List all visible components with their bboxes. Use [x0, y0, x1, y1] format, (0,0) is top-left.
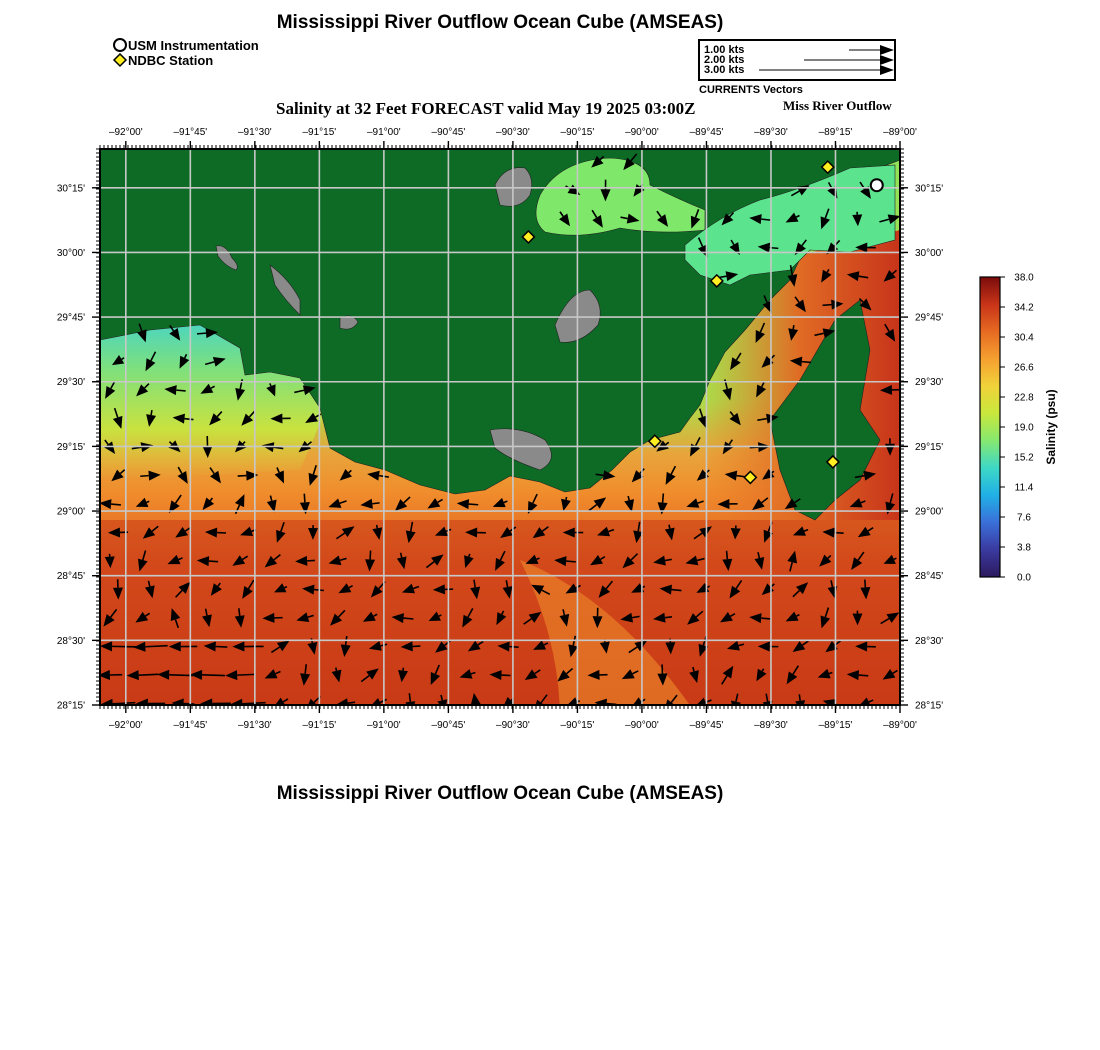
lon-tick-label-top: –90°15'	[560, 127, 595, 138]
vector-key-label: 3.00 kts	[704, 64, 745, 76]
lon-tick-label-bottom: –91°15'	[302, 720, 337, 731]
lat-tick-label-left: 28°30'	[56, 635, 85, 647]
lat-tick-label-left: 30°00'	[56, 247, 85, 259]
second-panel-title: Mississippi River Outflow Ocean Cube (AMSEAS)	[276, 783, 724, 804]
lon-tick-label-top: –91°15'	[302, 127, 337, 138]
lon-tick-label-top: –90°00'	[625, 127, 659, 138]
lat-tick-label-left: 29°30'	[56, 377, 85, 389]
lat-tick-label-left: 29°45'	[56, 312, 85, 324]
usm-station-marker[interactable]	[871, 179, 883, 191]
colorbar-tick-label: 11.4	[1014, 482, 1034, 494]
lon-tick-label-bottom: –90°15'	[560, 720, 595, 731]
lat-tick-label-right: 29°15'	[915, 441, 944, 453]
colorbar-tick-label: 26.6	[1014, 362, 1034, 374]
colorbar-tick-label: 30.4	[1014, 332, 1034, 344]
main-title: Mississippi River Outflow Ocean Cube (AMSEAS)	[276, 12, 724, 33]
legend-usm-label: USM Instrumentation	[128, 38, 259, 53]
lat-tick-label-left: 29°00'	[56, 506, 85, 518]
colorbar-tick-label: 34.2	[1014, 302, 1034, 314]
lon-tick-label-bottom: –90°30'	[496, 720, 530, 731]
lat-tick-label-right: 29°30'	[915, 377, 944, 389]
lon-tick-label-bottom: –89°45'	[689, 720, 724, 731]
lat-tick-label-left: 29°15'	[56, 441, 85, 453]
colorbar-title: Salinity (psu)	[1044, 389, 1058, 465]
lat-tick-label-left: 28°15'	[56, 700, 85, 712]
lon-tick-label-top: –91°00'	[367, 127, 401, 138]
vector-key-title: CURRENTS Vectors	[699, 84, 803, 96]
lon-tick-label-top: –90°45'	[431, 127, 466, 138]
lon-tick-label-bottom: –89°15'	[818, 720, 853, 731]
colorbar-tick-label: 19.0	[1014, 422, 1034, 434]
colorbar-tick-label: 0.0	[1017, 572, 1031, 584]
colorbar-tick-label: 22.8	[1014, 392, 1034, 404]
lat-tick-label-right: 29°00'	[915, 506, 944, 518]
lat-tick-label-left: 28°45'	[56, 571, 85, 583]
outflow-label: Miss River Outflow	[783, 98, 892, 113]
colorbar	[975, 268, 1085, 588]
lon-tick-label-bottom: –91°30'	[237, 720, 272, 731]
lon-tick-label-bottom: –90°00'	[625, 720, 659, 731]
colorbar-scale	[980, 277, 1000, 577]
lat-tick-label-right: 30°15'	[915, 183, 944, 195]
lon-tick-label-bottom: –91°45'	[173, 720, 208, 731]
lon-tick-label-bottom: –89°30'	[754, 720, 788, 731]
lon-tick-label-top: –89°30'	[754, 127, 788, 138]
lon-tick-label-top: –91°30'	[237, 127, 272, 138]
lat-tick-label-right: 28°30'	[915, 635, 944, 647]
lon-tick-label-top: –91°45'	[173, 127, 208, 138]
lat-tick-label-right: 28°45'	[915, 571, 944, 583]
lon-tick-label-bottom: –91°00'	[367, 720, 401, 731]
vector-key-label: 1.00 kts	[704, 44, 745, 56]
colorbar-tick-label: 15.2	[1014, 452, 1034, 464]
lon-tick-label-top: –89°45'	[689, 127, 724, 138]
colorbar-svg	[975, 268, 1085, 588]
vector-key-label: 2.00 kts	[704, 54, 745, 66]
legend-ndbc-label: NDBC Station	[128, 53, 214, 68]
lon-tick-label-bottom: –92°00'	[108, 720, 143, 731]
colorbar-tick-label: 7.6	[1017, 512, 1031, 524]
lon-tick-label-top: –90°30'	[496, 127, 530, 138]
colorbar-tick-label: 38.0	[1014, 272, 1034, 284]
lat-tick-label-right: 30°00'	[915, 247, 944, 259]
plot-title: Salinity at 32 Feet FORECAST valid May 19 2025 03:00Z	[276, 99, 696, 118]
lat-tick-label-right: 29°45'	[915, 312, 944, 324]
lon-tick-label-top: –89°15'	[818, 127, 853, 138]
colorbar-tick-label: 3.8	[1017, 542, 1031, 554]
lon-tick-label-bottom: –90°45'	[431, 720, 466, 731]
lat-tick-label-right: 28°15'	[915, 700, 944, 712]
lat-tick-label-left: 30°15'	[56, 183, 85, 195]
lon-tick-label-top: –89°00'	[883, 127, 917, 138]
lon-tick-label-bottom: –89°00'	[883, 720, 917, 731]
lon-tick-label-top: –92°00'	[108, 127, 143, 138]
